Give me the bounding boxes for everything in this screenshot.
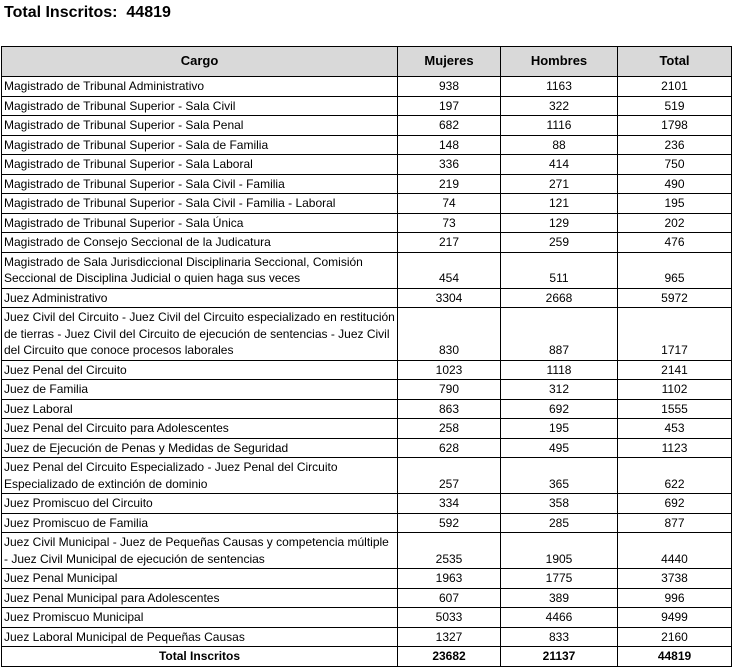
cell-total: 965 [618, 252, 732, 288]
table-body [2, 77, 732, 647]
table-row [2, 174, 732, 194]
cell-mujeres: 1023 [398, 360, 501, 380]
table-header-row [2, 47, 732, 77]
cell-hombres: 285 [501, 513, 618, 533]
table-row [2, 116, 732, 136]
cell-total: 1102 [618, 380, 732, 400]
cell-mujeres: 1963 [398, 569, 501, 589]
cell-cargo: Magistrado de Tribunal Superior - Sala Civil - Familia [2, 174, 398, 194]
table-row [2, 155, 732, 175]
table-row [2, 627, 732, 647]
cell-mujeres: 628 [398, 438, 501, 458]
cell-total: 4440 [618, 533, 732, 569]
table-row [2, 135, 732, 155]
cell-cargo: Magistrado de Tribunal Superior - Sala Civil - Familia - Laboral [2, 194, 398, 214]
cell-total: 692 [618, 494, 732, 514]
cell-total: 490 [618, 174, 732, 194]
cell-hombres: 88 [501, 135, 618, 155]
cell-mujeres: 863 [398, 399, 501, 419]
cell-hombres: 4466 [501, 608, 618, 628]
cell-total: 622 [618, 458, 732, 494]
cell-mujeres: 3304 [398, 288, 501, 308]
cell-hombres: 1905 [501, 533, 618, 569]
cell-mujeres: 73 [398, 213, 501, 233]
cell-cargo: Juez Promiscuo de Familia [2, 513, 398, 533]
cell-mujeres: 219 [398, 174, 501, 194]
cell-cargo: Juez Penal del Circuito para Adolescentes [2, 419, 398, 439]
total-label: Total Inscritos [2, 647, 398, 667]
cell-cargo: Magistrado de Consejo Seccional de la Judicatura [2, 233, 398, 253]
cell-total: 5972 [618, 288, 732, 308]
cell-hombres: 1116 [501, 116, 618, 136]
table-row [2, 419, 732, 439]
cell-hombres: 322 [501, 96, 618, 116]
cell-mujeres: 197 [398, 96, 501, 116]
cell-cargo: Juez de Ejecución de Penas y Medidas de Seguridad [2, 438, 398, 458]
table-row [2, 213, 732, 233]
cell-total: 202 [618, 213, 732, 233]
cell-hombres: 692 [501, 399, 618, 419]
cell-hombres: 312 [501, 380, 618, 400]
cell-cargo: Magistrado de Tribunal Superior - Sala Penal [2, 116, 398, 136]
table-row [2, 77, 732, 97]
header-hombres: Hombres [501, 47, 618, 77]
table-row [2, 288, 732, 308]
cell-hombres: 389 [501, 588, 618, 608]
cell-cargo: Magistrado de Tribunal Superior - Sala Laboral [2, 155, 398, 175]
cell-mujeres: 682 [398, 116, 501, 136]
table-row [2, 588, 732, 608]
cell-mujeres: 2535 [398, 533, 501, 569]
total-hombres: 21137 [501, 647, 618, 667]
table-row [2, 458, 732, 494]
table-row [2, 194, 732, 214]
table-row [2, 252, 732, 288]
cell-total: 195 [618, 194, 732, 214]
cell-mujeres: 790 [398, 380, 501, 400]
cell-hombres: 887 [501, 308, 618, 361]
cell-hombres: 259 [501, 233, 618, 253]
total-mujeres: 23682 [398, 647, 501, 667]
table-row [2, 308, 732, 361]
cell-total: 453 [618, 419, 732, 439]
cell-mujeres: 258 [398, 419, 501, 439]
cell-cargo: Juez Penal Municipal [2, 569, 398, 589]
table-row [2, 513, 732, 533]
cell-mujeres: 938 [398, 77, 501, 97]
header-total: Total [618, 47, 732, 77]
table-row [2, 360, 732, 380]
cell-total: 476 [618, 233, 732, 253]
cell-hombres: 495 [501, 438, 618, 458]
cell-mujeres: 257 [398, 458, 501, 494]
cell-total: 1798 [618, 116, 732, 136]
cell-total: 750 [618, 155, 732, 175]
cell-hombres: 511 [501, 252, 618, 288]
cell-hombres: 2668 [501, 288, 618, 308]
table-row [2, 608, 732, 628]
cell-hombres: 358 [501, 494, 618, 514]
cell-cargo: Magistrado de Tribunal Superior - Sala Única [2, 213, 398, 233]
cell-hombres: 1118 [501, 360, 618, 380]
title-value: 44819 [126, 4, 171, 21]
table-row [2, 494, 732, 514]
cell-mujeres: 607 [398, 588, 501, 608]
table-total-row [2, 647, 732, 667]
cell-total: 2160 [618, 627, 732, 647]
cell-mujeres: 334 [398, 494, 501, 514]
cell-cargo: Juez Civil Municipal - Juez de Pequeñas Causas y competencia múltiple - Juez Civil Municipal de ejecución de sentencias [2, 533, 398, 569]
total-total: 44819 [618, 647, 732, 667]
table-row [2, 569, 732, 589]
table-row [2, 233, 732, 253]
cell-cargo: Magistrado de Tribunal Administrativo [2, 77, 398, 97]
cell-hombres: 1163 [501, 77, 618, 97]
cell-cargo: Juez Administrativo [2, 288, 398, 308]
inscritos-table [1, 46, 732, 667]
cell-cargo: Juez Laboral Municipal de Pequeñas Causas [2, 627, 398, 647]
cell-mujeres: 5033 [398, 608, 501, 628]
cell-total: 3738 [618, 569, 732, 589]
cell-cargo: Juez Promiscuo del Circuito [2, 494, 398, 514]
cell-total: 9499 [618, 608, 732, 628]
cell-mujeres: 74 [398, 194, 501, 214]
cell-total: 1123 [618, 438, 732, 458]
cell-cargo: Juez Penal Municipal para Adolescentes [2, 588, 398, 608]
cell-hombres: 271 [501, 174, 618, 194]
header-cargo: Cargo [2, 47, 398, 77]
cell-hombres: 129 [501, 213, 618, 233]
page-title [4, 4, 171, 22]
table-row [2, 399, 732, 419]
cell-cargo: Juez Penal del Circuito Especializado - Juez Penal del Circuito Especializado de extinción de dominio [2, 458, 398, 494]
cell-mujeres: 830 [398, 308, 501, 361]
cell-cargo: Juez Civil del Circuito - Juez Civil del Circuito especializado en restitución de tierras - Juez Civil del Circuito de ejecución de sentencias - Juez Civil del Circuito que conoce procesos laborales [2, 308, 398, 361]
cell-mujeres: 1327 [398, 627, 501, 647]
table-row [2, 533, 732, 569]
table-row [2, 438, 732, 458]
cell-total: 1555 [618, 399, 732, 419]
cell-total: 996 [618, 588, 732, 608]
cell-mujeres: 454 [398, 252, 501, 288]
cell-cargo: Magistrado de Tribunal Superior - Sala Civil [2, 96, 398, 116]
cell-cargo: Juez Penal del Circuito [2, 360, 398, 380]
cell-mujeres: 217 [398, 233, 501, 253]
cell-total: 1717 [618, 308, 732, 361]
cell-total: 236 [618, 135, 732, 155]
cell-hombres: 121 [501, 194, 618, 214]
cell-total: 877 [618, 513, 732, 533]
header-mujeres: Mujeres [398, 47, 501, 77]
cell-mujeres: 336 [398, 155, 501, 175]
table-row [2, 380, 732, 400]
cell-hombres: 833 [501, 627, 618, 647]
cell-cargo: Magistrado de Tribunal Superior - Sala de Familia [2, 135, 398, 155]
cell-cargo: Magistrado de Sala Jurisdiccional Disciplinaria Seccional, Comisión Seccional de Disciplina Judicial o quien haga sus veces [2, 252, 398, 288]
cell-total: 519 [618, 96, 732, 116]
title-label: Total Inscritos: [4, 4, 118, 21]
cell-total: 2101 [618, 77, 732, 97]
cell-cargo: Juez Laboral [2, 399, 398, 419]
cell-hombres: 365 [501, 458, 618, 494]
cell-cargo: Juez de Familia [2, 380, 398, 400]
cell-hombres: 414 [501, 155, 618, 175]
cell-mujeres: 592 [398, 513, 501, 533]
cell-mujeres: 148 [398, 135, 501, 155]
cell-total: 2141 [618, 360, 732, 380]
table-row [2, 96, 732, 116]
cell-hombres: 195 [501, 419, 618, 439]
cell-hombres: 1775 [501, 569, 618, 589]
cell-cargo: Juez Promiscuo Municipal [2, 608, 398, 628]
